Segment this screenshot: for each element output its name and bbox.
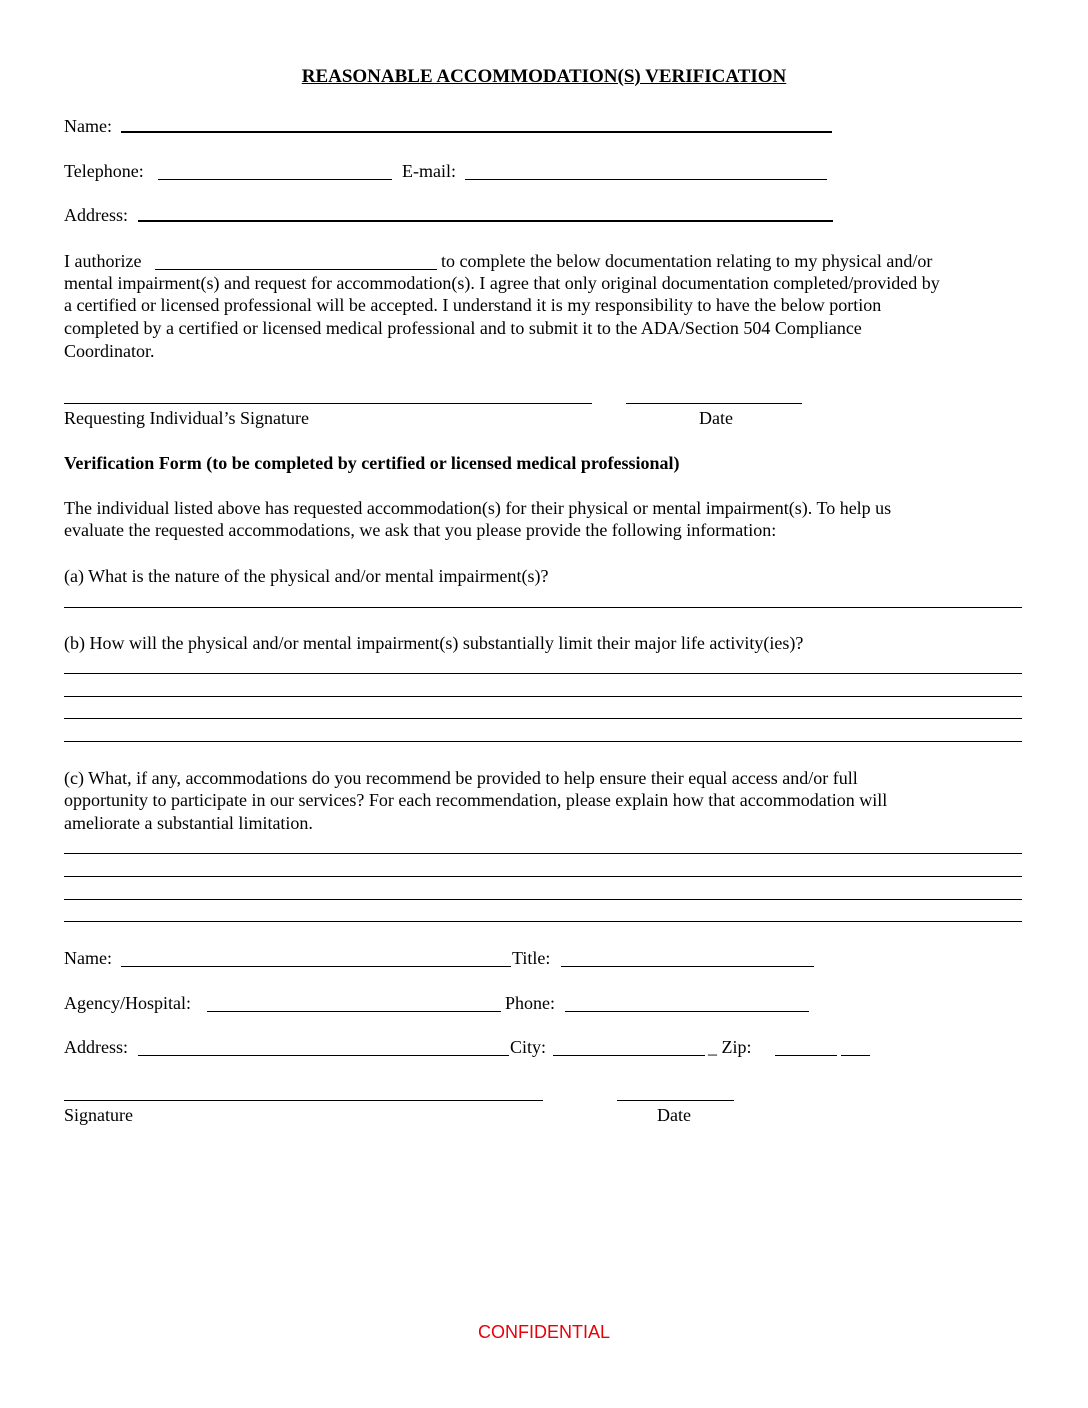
- professional-date-field[interactable]: [617, 1100, 734, 1101]
- answer-c-line[interactable]: [64, 921, 1022, 922]
- authorized-professional-field[interactable]: [155, 269, 437, 270]
- name-field[interactable]: [121, 131, 832, 133]
- authorize-prefix: I authorize: [64, 251, 142, 271]
- zip-extension-field[interactable]: [841, 1055, 870, 1056]
- question-c-line1: (c) What, if any, accommodations do you recommend be provided to help ensure their equal access and/or full: [64, 768, 858, 788]
- answer-c-line[interactable]: [64, 853, 1022, 854]
- answer-c-line[interactable]: [64, 876, 1022, 877]
- address-label: Address:: [64, 205, 128, 225]
- professional-signature-label: Signature: [64, 1105, 133, 1125]
- answer-b-line[interactable]: [64, 741, 1022, 742]
- professional-name-label: Name:: [64, 948, 112, 968]
- confidential-footer: CONFIDENTIAL: [477, 1322, 610, 1342]
- agency-label: Agency/Hospital:: [64, 993, 191, 1013]
- city-field[interactable]: [553, 1055, 705, 1056]
- professional-title-label: Title:: [512, 948, 551, 968]
- requesting-signature-label: Requesting Individual’s Signature: [64, 408, 309, 428]
- requesting-signature-field[interactable]: [64, 403, 592, 404]
- name-label: Name:: [64, 116, 112, 136]
- professional-name-field[interactable]: [121, 966, 511, 967]
- professional-date-label: Date: [657, 1105, 691, 1125]
- email-field[interactable]: [465, 179, 827, 180]
- professional-address-field[interactable]: [138, 1055, 509, 1056]
- question-c-line3: ameliorate a substantial limitation.: [64, 813, 313, 833]
- answer-a-line[interactable]: [64, 607, 1022, 608]
- answer-b-line[interactable]: [64, 673, 1022, 674]
- form-title: REASONABLE ACCOMMODATION(S) VERIFICATION: [301, 66, 787, 87]
- agency-field[interactable]: [207, 1011, 501, 1012]
- answer-b-line[interactable]: [64, 696, 1022, 697]
- telephone-field[interactable]: [158, 179, 392, 180]
- professional-address-label: Address:: [64, 1037, 128, 1057]
- verification-heading: Verification Form (to be completed by certified or licensed medical professional): [64, 453, 680, 473]
- verification-intro-line2: evaluate the requested accommodations, we ask that you please provide the following information:: [64, 520, 777, 540]
- authorize-text-line2: mental impairment(s) and request for accommodation(s). I agree that only original documentation completed/provided by: [64, 273, 940, 293]
- phone-label: Phone:: [505, 993, 556, 1013]
- authorize-text-line4: completed by a certified or licensed medical professional and to submit it to the ADA/Section 504 Compliance: [64, 318, 862, 338]
- zip-field[interactable]: [775, 1055, 837, 1056]
- email-label: E-mail:: [402, 161, 456, 181]
- zip-label: _ Zip:: [708, 1037, 752, 1057]
- answer-c-line[interactable]: [64, 899, 1022, 900]
- phone-field[interactable]: [565, 1011, 809, 1012]
- city-label: City:: [510, 1037, 547, 1057]
- question-a: (a) What is the nature of the physical and/or mental impairment(s)?: [64, 566, 549, 586]
- authorize-text-line1: to complete the below documentation relating to my physical and/or: [441, 251, 933, 271]
- authorize-text-line3: a certified or licensed professional will be accepted. I understand it is my responsibility to have the below portion: [64, 295, 882, 315]
- question-b: (b) How will the physical and/or mental impairment(s) substantially limit their major life activity(ies)?: [64, 633, 804, 653]
- answer-b-line[interactable]: [64, 718, 1022, 719]
- authorize-text-line5: Coordinator.: [64, 341, 155, 361]
- telephone-label: Telephone:: [64, 161, 144, 181]
- requesting-date-field[interactable]: [626, 403, 802, 404]
- requesting-date-label: Date: [699, 408, 733, 428]
- address-field[interactable]: [138, 220, 833, 222]
- professional-title-field[interactable]: [561, 966, 814, 967]
- professional-signature-field[interactable]: [64, 1100, 543, 1101]
- question-c-line2: opportunity to participate in our services? For each recommendation, please explain how that accommodation will: [64, 790, 888, 810]
- verification-intro-line1: The individual listed above has requested accommodation(s) for their physical or mental impairment(s). To help us: [64, 498, 892, 518]
